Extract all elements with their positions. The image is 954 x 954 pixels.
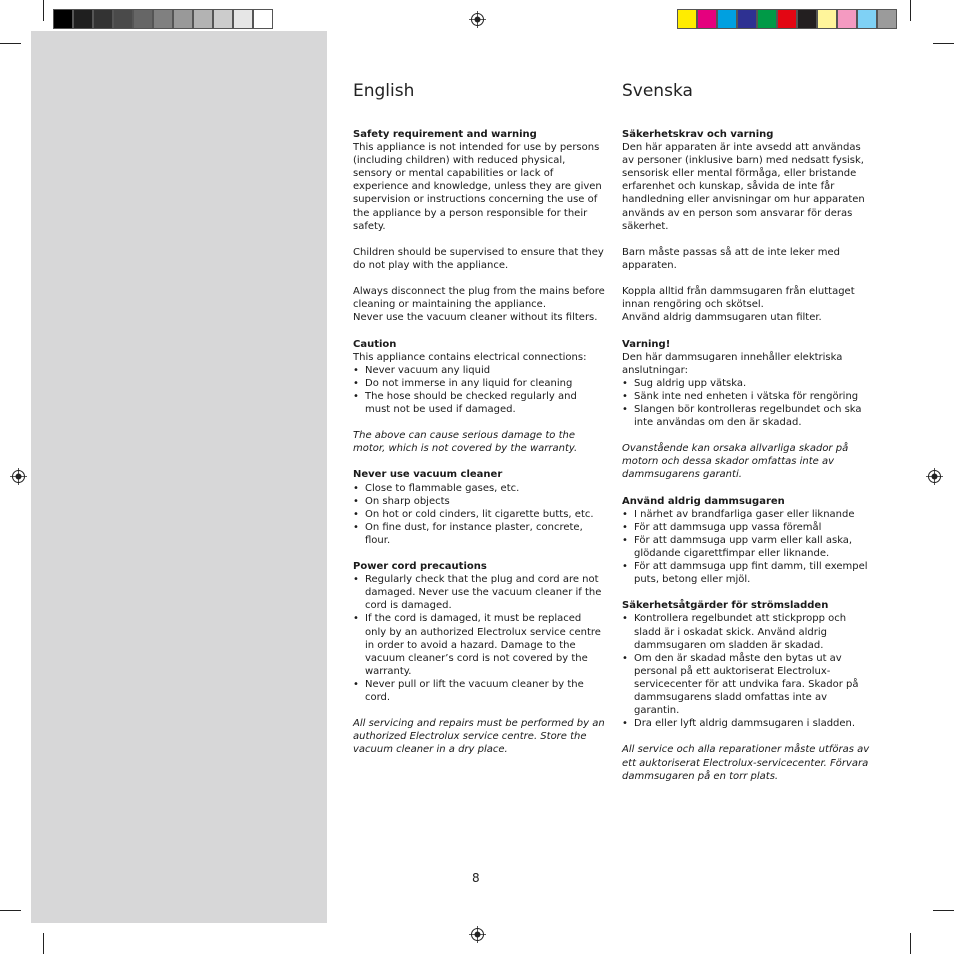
- bullet-list: [622, 377, 874, 429]
- paragraph: Children should be supervised to ensure that they do not play with the appliance.: [353, 246, 604, 271]
- warranty-note: The above can cause serious damage to the motor, which is not covered by the warranty.: [353, 430, 578, 455]
- svenska-column: [622, 80, 874, 796]
- section-title: Säkerhetsåtgärder för strömsladden: [622, 600, 829, 612]
- bullet-list: [622, 508, 874, 587]
- list-item: • The hose should be checked regularly and must not be used if damaged.: [353, 390, 605, 416]
- list-item: • Close to flammable gases, etc.: [353, 482, 605, 495]
- color-swatch-bar: [677, 9, 897, 30]
- list-item: • Regularly check that the plug and cord are not damaged. Never use the vacuum cleaner if the cord is damaged.: [353, 573, 605, 612]
- list-item: • För att dammsuga upp fint damm, till exempel puts, betong eller mjöl.: [622, 560, 874, 586]
- english-column: [353, 80, 605, 770]
- caution-section: [353, 338, 605, 456]
- color-swatch: [73, 9, 93, 29]
- section-title: Varning!: [622, 338, 671, 350]
- paragraph: Barn måste passas så att de inte leker med apparaten.: [622, 246, 840, 271]
- bullet-list: [622, 612, 874, 730]
- registration-mark-icon: [926, 468, 943, 485]
- color-swatch: [193, 9, 213, 29]
- color-swatch: [857, 9, 877, 29]
- paragraph: Always disconnect the plug from the mains before cleaning or maintaining the appliance.: [353, 286, 605, 311]
- list-item: • If the cord is damaged, it must be replaced only by an authorized Electrolux service centre in order to avoid a hazard. Damage to the vacuum cleaner’s cord is not covered by the warranty.: [353, 612, 605, 677]
- list-item: • För att dammsuga upp vassa föremål: [622, 521, 874, 534]
- color-swatch: [253, 9, 273, 29]
- grayscale-swatch-bar: [53, 9, 273, 30]
- safety-section: [353, 128, 605, 324]
- list-item: • Never pull or lift the vacuum cleaner by the cord.: [353, 678, 605, 704]
- caution-section: [622, 338, 874, 482]
- section-title: Safety requirement and warning: [353, 129, 537, 140]
- list-item: • Om den är skadad måste den bytas ut av personal på ett auktoriserat Electrolux-servicecenter för att undvika fara. Skador på dammsugarens sladd omfattas inte av garantin.: [622, 652, 874, 717]
- section-title: Säkerhetskrav och varning: [622, 129, 774, 140]
- list-item: • Do not immerse in any liquid for cleaning: [353, 377, 605, 390]
- section-title: Power cord precautions: [353, 561, 487, 573]
- color-swatch: [877, 9, 897, 29]
- list-item: • Sänk inte ned enheten i vätska för rengöring: [622, 390, 874, 403]
- color-swatch: [93, 9, 113, 29]
- english-title: English: [353, 81, 415, 101]
- section-title: Never use vacuum cleaner: [353, 469, 503, 481]
- registration-mark-icon: [469, 11, 486, 28]
- color-swatch: [213, 9, 233, 29]
- paragraph: Den här apparaten är inte avsedd att användas av personer (inklusive barn) med nedsatt fysisk, sensorisk eller mental förmåga, eller bristande erfarenhet och kunskap, såvida de inte får handledning eller anvisningar om hur apparaten används av en person som ansvarar för deras säkerhet.: [622, 142, 865, 232]
- color-swatch: [153, 9, 173, 29]
- list-item: • Never vacuum any liquid: [353, 364, 605, 377]
- color-swatch: [797, 9, 817, 29]
- never-use-section: [353, 468, 605, 547]
- color-swatch: [677, 9, 697, 29]
- bullet-list: [353, 573, 605, 704]
- color-swatch: [53, 9, 73, 29]
- svenska-title: Svenska: [622, 81, 693, 101]
- color-swatch: [757, 9, 777, 29]
- color-swatch: [737, 9, 757, 29]
- never-use-section: [622, 495, 874, 587]
- color-swatch: [817, 9, 837, 29]
- list-item: • On sharp objects: [353, 495, 605, 508]
- color-swatch: [233, 9, 253, 29]
- color-swatch: [133, 9, 153, 29]
- servicing-note: All service och alla reparationer måste utföras av ett auktoriserat Electrolux-servicecenter. Förvara dammsugaren på en torr plats.: [622, 744, 870, 782]
- paragraph: Koppla alltid från dammsugaren från eluttaget innan rengöring och skötsel.: [622, 286, 855, 311]
- list-item: • On hot or cold cinders, lit cigarette butts, etc.: [353, 508, 605, 521]
- bullet-list: [353, 482, 605, 547]
- color-swatch: [113, 9, 133, 29]
- registration-mark-icon: [10, 468, 27, 485]
- bullet-list: [353, 364, 605, 416]
- paragraph: This appliance is not intended for use by persons (including children) with reduced physical, sensory or mental capabilities or lack of experience and knowledge, unless they are given supervision or instructions concerning the use of the appliance by a person responsible for their safety.: [353, 142, 602, 232]
- registration-mark-icon: [469, 926, 486, 943]
- list-item: • I närhet av brandfarliga gaser eller liknande: [622, 508, 874, 521]
- power-cord-section: [353, 560, 605, 756]
- list-item: • On fine dust, for instance plaster, concrete, flour.: [353, 521, 605, 547]
- color-swatch: [717, 9, 737, 29]
- power-cord-section: [622, 599, 874, 782]
- page-number: 8: [472, 871, 480, 885]
- color-swatch: [777, 9, 797, 29]
- list-item: • Kontrollera regelbundet att stickpropp och sladd är i oskadat skick. Använd aldrig dammsugaren om sladden är skadad.: [622, 612, 874, 651]
- list-item: • Slangen bör kontrolleras regelbundet och ska inte användas om den är skadad.: [622, 403, 874, 429]
- section-title: Använd aldrig dammsugaren: [622, 495, 785, 507]
- list-item: • För att dammsuga upp varm eller kall aska, glödande cigarettfimpar eller liknande.: [622, 534, 874, 560]
- paragraph: Använd aldrig dammsugaren utan filter.: [622, 312, 822, 324]
- paragraph: Never use the vacuum cleaner without its filters.: [353, 312, 598, 324]
- color-swatch: [173, 9, 193, 29]
- paragraph: This appliance contains electrical connections:: [353, 351, 587, 363]
- servicing-note: All servicing and repairs must be performed by an authorized Electrolux service centre. Store the vacuum cleaner in a dry place.: [353, 718, 605, 756]
- safety-section: [622, 128, 874, 324]
- paragraph: Den här dammsugaren innehåller elektriska anslutningar:: [622, 351, 843, 376]
- color-swatch: [697, 9, 717, 29]
- list-item: • Sug aldrig upp vätska.: [622, 377, 874, 390]
- list-item: • Dra eller lyft aldrig dammsugaren i sladden.: [622, 717, 874, 730]
- warranty-note: Ovanstående kan orsaka allvarliga skador på motorn och dessa skador omfattas inte av dammsugarens garanti.: [622, 443, 849, 481]
- color-swatch: [837, 9, 857, 29]
- section-title: Caution: [353, 338, 397, 350]
- gray-side-panel: [31, 31, 327, 923]
